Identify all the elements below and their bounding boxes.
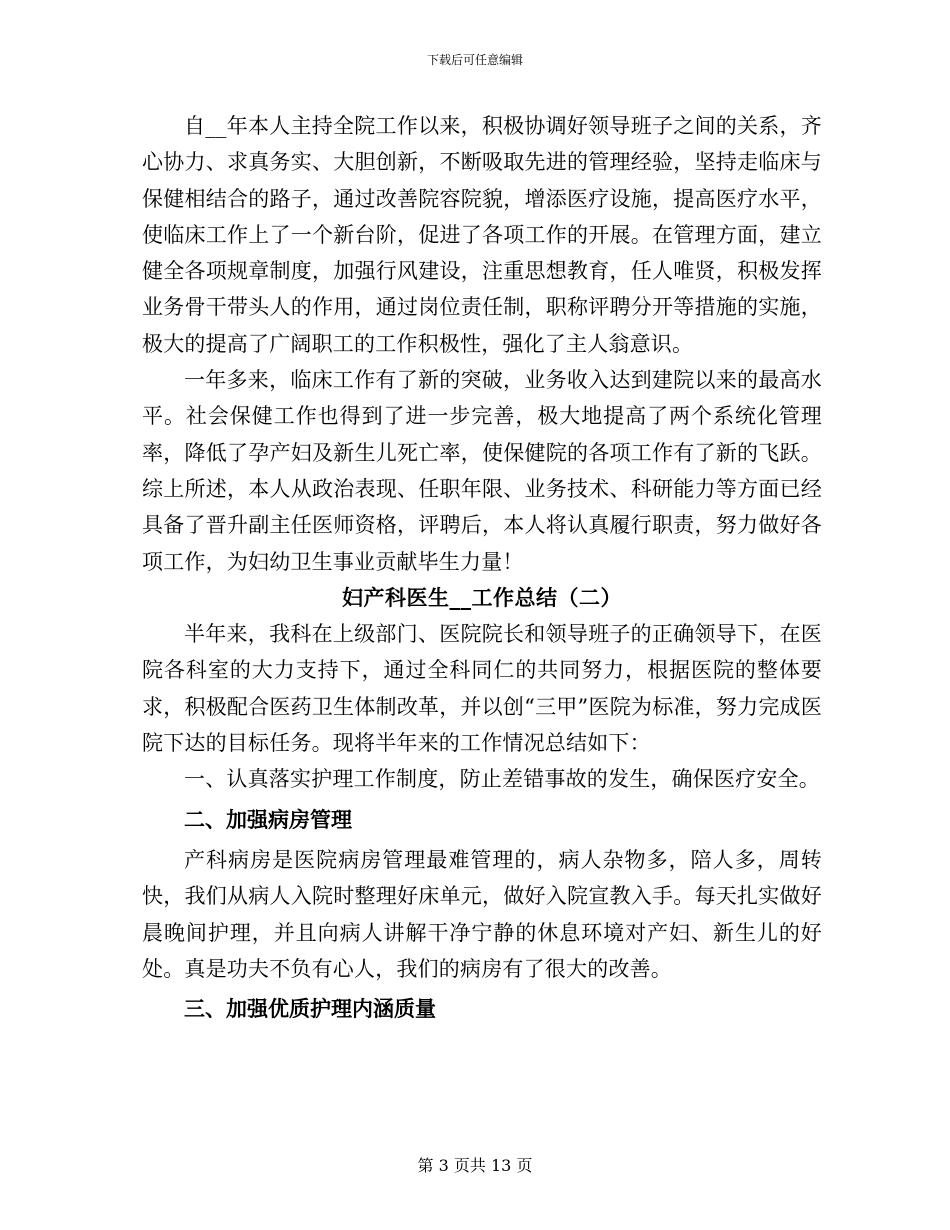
page-header: 下载后可任意编辑 — [426, 53, 523, 67]
paragraph-4: 一、认真落实护理工作制度，防止差错事故的发生，确保医疗安全。 — [184, 767, 820, 792]
document-body — [142, 108, 822, 1031]
section-title: 妇产科医生__工作总结（二） — [342, 584, 622, 610]
heading-nursing-quality: 三、加强优质护理内涵质量 — [184, 997, 436, 1022]
paragraph-2: 一年多来，临床工作有了新的突破，业务收入达到建院以来的最高水平。社会保健工作也得到了进一步完善，极大地提高了两个系统化管理率，降低了孕产妇及新生儿死亡率，使保健院的各项工作有了新的飞跃。综上所述，本人从政治表现、任职年限、业务技术、科研能力等方面已经具备了晋升副主任医师资格，评聘后，本人将认真履行职责，努力做好各项工作，为妇幼卫生事业贡献毕生力量！ — [142, 368, 822, 574]
page-footer: 第 3 页共 13 页 — [417, 1156, 533, 1175]
paragraph-1: 自__年本人主持全院工作以来，积极协调好领导班子之间的关系，齐心协力、求真务实、大胆创新，不断吸取先进的管理经验，坚持走临床与保健相结合的路子，通过改善院容院貌，增添医疗设施，提高医疗水平，使临床工作上了一个新台阶，促进了各项工作的开展。在管理方面，建立健全各项规章制度，加强行风建设，注重思想教育，任人唯贤，积极发挥业务骨干带头人的作用，通过岗位责任制，职称评聘分开等措施的实施，极大的提高了广阔职工的工作积极性，强化了主人翁意识。 — [142, 114, 822, 356]
heading-ward-management: 二、加强病房管理 — [184, 807, 352, 832]
paragraph-5: 产科病房是医院病房管理最难管理的，病人杂物多，陪人多，周转快，我们从病人入院时整理好床单元，做好入院宣教入手。每天扎实做好晨晚间护理，并且向病人讲解干净宁静的休息环境对产妇、新生儿的好处。真是功夫不负有心人，我们的病房有了很大的改善。 — [142, 847, 822, 981]
paragraph-3: 半年来，我科在上级部门、医院院长和领导班子的正确领导下，在医院各科室的大力支持下，通过全科同仁的共同努力，根据医院的整体要求，积极配合医药卫生体制改革，并以创“三甲”医院为标准，努力完成医院下达的目标任务。现将半年来的工作情况总结如下： — [142, 622, 822, 756]
